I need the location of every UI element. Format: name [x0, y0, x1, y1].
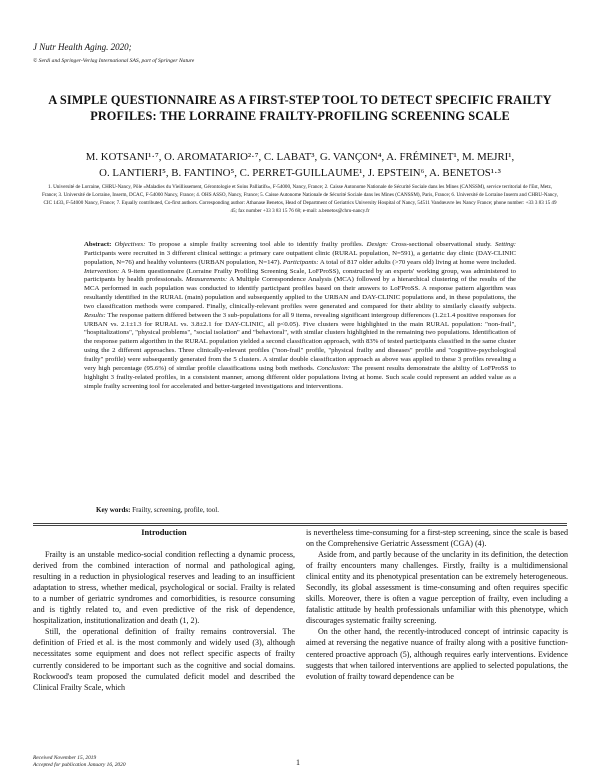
setting-label: Setting: [495, 241, 517, 248]
conclusion-label: Conclusion: [316, 364, 350, 372]
design-text: Cross-sectional observational study. [391, 241, 492, 248]
journal-citation: J Nutr Health Aging. 2020; [33, 42, 132, 52]
results-text: The response pattern differed between the 3 sub-populations for all 9 items, revealing significant intergroup differences (1.2±1.4 positive responses for URBAN vs. 2.1±1.3 for RURAL vs. 3.8±2.1 for DAY-CLINIC, all p<0.05). Five clusters were highlighted in the main RURAL population: "non-frail", "hospitalizations", "physical problems", "social isolation" and "behavioral", with similar clusters highlighted in the remaining two populations. Identification of the response pattern algorithm in the RURAL population yielded a second classification approach, with 83% of tested participants classified in the same cluster using the 2 different approaches. Three clinically-relevant profiles ("non-frail" profile, "physical frailty and diseases" profile and "cognitive-psychological frailty" profile) were subsequently generated from the 5 clusters. A similar double classification approach as above was applied to these 3 profiles revealing a very high percentage (95.6%) of similar profile classifications using both methods. [84, 311, 516, 372]
participants-text: A total of 817 older adults (>70 years old) living at home were included. [319, 258, 516, 266]
accepted-date: Accepted for publication January 16, 2020 [33, 761, 126, 768]
intervention-text: A 9-item questionnaire (Lorraine Frailty Profiling Screening Scale, LoFProSS), constructed by an experts' working group, was administered to participants by health professionals. [84, 267, 516, 284]
author-line-2: O. LANTIERI⁵, B. FANTINO⁵, C. PERRET-GUILLAUME¹, J. EPSTEIN⁶, A. BENETOS¹·³ [99, 166, 501, 179]
keywords-value: Frailty, screening, profile, tool. [132, 506, 220, 514]
paper-title: A SIMPLE QUESTIONNAIRE AS A FIRST-STEP TOOL TO DETECT SPECIFIC FRAILTY PROFILES: THE LORRAINE FRAILTY-PROFILING SCREENING SCALE [48, 93, 552, 123]
keywords-label: Key words: [96, 506, 131, 514]
manuscript-dates [33, 755, 126, 768]
body-column-left [33, 527, 295, 693]
abstract-label: Abstract: [84, 241, 112, 248]
measurements-label: Measurements: [185, 276, 228, 284]
received-date: Received November 15, 2019 [33, 755, 97, 761]
conclusion-text: The present results demonstrate the ability of LoFProSS to highlight 3 frailty-related profiles, in a consistent manner, among different older populations living at home. Such scale could represent an added value as a simple frailty screening tool for accelerated and better-targeted investigations and interventions. [84, 364, 516, 390]
body-column-right [306, 527, 568, 682]
intervention-label: Intervention: [84, 267, 120, 275]
copyright-notice: © Serdi and Springer-Verlag International SAS, part of Springer Nature [33, 58, 195, 64]
keywords [96, 506, 219, 514]
design-label: Design: [366, 241, 388, 248]
affiliations: 1. Université de Lorraine, CHRU-Nancy, Pôle «Maladies du Vieillissement, Gérontologie et Soins Palliatifs», F-54000, Nancy, France; 2. Caisse Autonome Nationale de Sécurité Sociale dans les Mines (CANSSM), service territorial de l'Est, Metz, France; 3. Université de Lorraine, Inserm, DCAC, F-54000 Nancy, France; 4. OHS ASSO, Nancy, France; 5. Caisse Autonome Nationale de Sécurité Sociale dans les Mines (CANSSM), Paris, France; 6. Université de Lorraine Inserm and CHRU-Nancy, CIC 1433, F-54000 Nancy, France; 7. Equally contributed, Co-first authors. Corresponding author: Athanase Benetos, Head of Department of Geriatrics University Hospital of Nancy, 54511 Vandœuvre les Nancy France; phone number: +33 3 83 15 49 45; fax number +33 3 83 15 76 68; e-mail: a.benetos@chru-nancy.fr [41, 184, 559, 214]
abstract [84, 241, 516, 391]
measurements-text: A Multiple Correspondence Analysis (MCA) followed by a hierarchical clustering of the results of the MCA performed in each population was conducted to identify participant profiles based on their answers to LoFProSS. A response pattern algorithm was resultantly identified in the RURAL (main) population and subsequently applied to the URBAN and DAY-CLINIC populations and, in these populations, the two classification methods were compared. Finally, clinically-relevant profiles were generated and compared for their ability to similarly classify subjects. [84, 276, 517, 310]
objectives-text: To propose a simple frailty screening tool able to identify frailty profiles. [148, 241, 364, 248]
author-list [50, 150, 550, 181]
introduction-heading: Introduction [141, 528, 187, 537]
page-number: 1 [296, 758, 300, 767]
intro-paragraph-3: Aside from, and partly because of the unclarity in its definition, the detection of frailty encounters many challenges. Firstly, frailty is a multidimensional clinical entity and its phenotypical presentation can be extremely heterogeneous. Secondly, its global assessment is time-consuming and often requires specific skills. Moreover, there is often a vague perception of frailty, even including a fatalistic attitude by health professionals unfamiliar with this phenotype, which discourages systematic frailty screening. [306, 550, 568, 626]
results-label: Results: [84, 311, 106, 319]
setting-text: Participants were recruited in 3 different clinical settings: a primary care outpatient clinic (RURAL population, N=591), a geriatric day clinic (DAY-CLINIC population, N=76) and healthy volunteers (URBAN population, N=147). [84, 249, 516, 266]
section-divider-thin [33, 525, 567, 526]
intro-paragraph-4: On the other hand, the recently-introduced concept of intrinsic capacity is aimed at reversing the negative nuance of frailty along with a positive function-centered proactive approach (5), although requires early interventions. Evidence suggests that when tailored interventions are applied to selected populations, the evolution of frailty toward dependence can be [306, 627, 568, 681]
intro-paragraph-1: Frailty is an unstable medico-social condition reflecting a dynamic process, derived from the combined interaction of normal and pathological aging, resulting in a reduction in physiological reserves and leading to an insufficient adaptation to stress, whether medical, psychological or social. Frailty is related to a number of geriatric syndromes and comorbidities, is resource consuming and is tightly related to, and even predictive of the risk of dependence, hospitalization, institutionalization and death (1, 2). [33, 550, 295, 626]
participants-label: Participants: [282, 258, 319, 266]
objectives-label: Objectives: [114, 241, 146, 248]
author-line-1: M. KOTSANI¹·⁷, O. AROMATARIO²·⁷, C. LABAT³, G. VANÇON⁴, A. FRÉMINET¹, M. MEJRI¹, [85, 151, 515, 163]
intro-paragraph-2: Still, the operational definition of frailty remains controversial. The definition of Fried et al. is the most commonly and widely used (3), although necessitates some equipment and does not reflect specific aspects of frailty currently considered to be important such as the cognitive and social domains. Rockwood's team proposed the cumulated deficit model and described the Clinical Frailty Scale, which [33, 627, 295, 692]
intro-paragraph-2-continued: is nevertheless time-consuming for a first-step screening, since the scale is based on the Comprehensive Geriatric Assessment (CGA) (4). [306, 528, 568, 549]
